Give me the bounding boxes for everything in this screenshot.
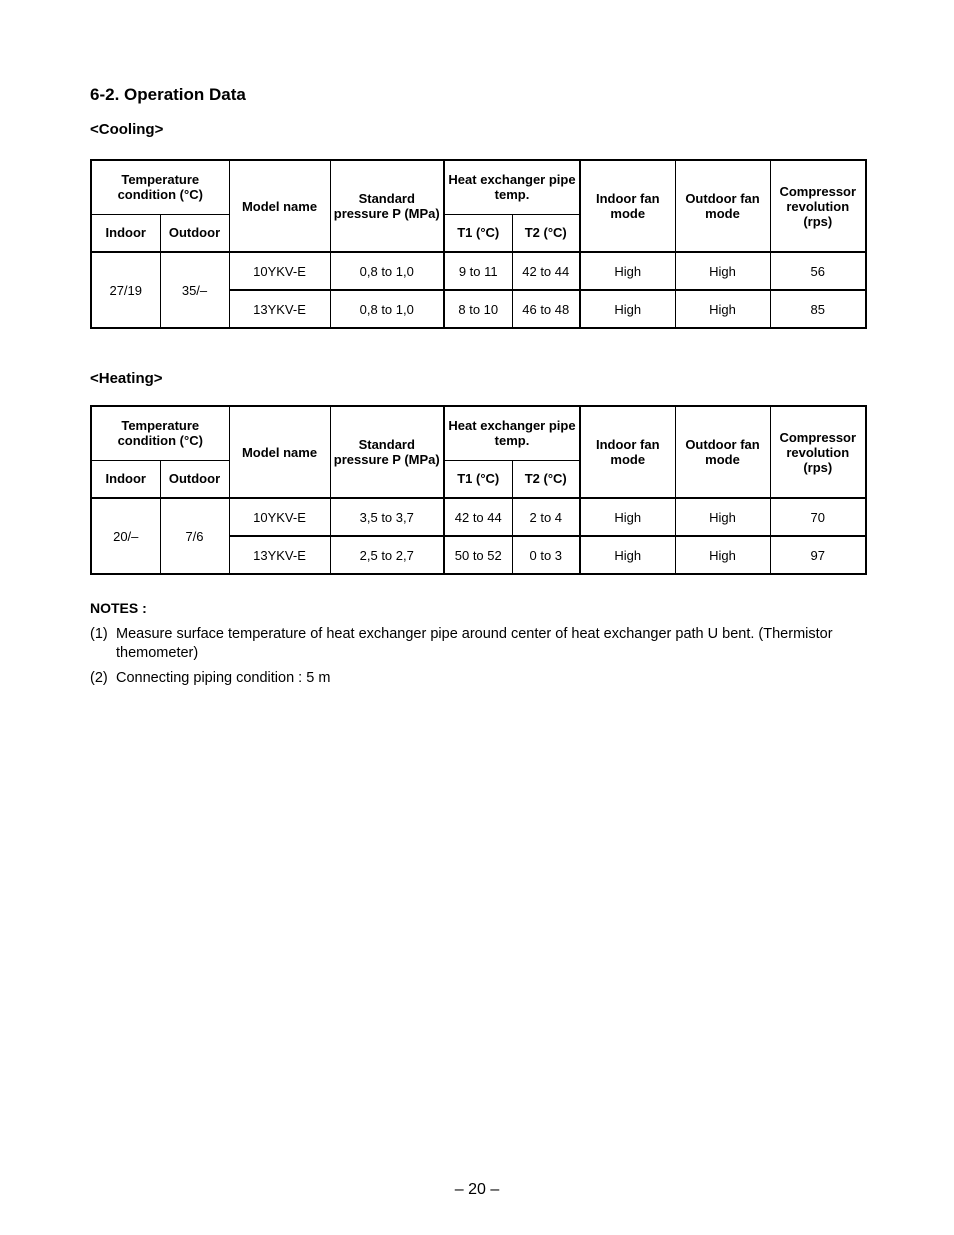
- model-name-cell: 10YKV-E: [229, 252, 330, 290]
- table-row: [91, 498, 866, 536]
- header-temperature-condition: Temperature condition (°C): [91, 160, 229, 214]
- outdoor-fan-cell: High: [675, 252, 770, 290]
- header-standard-pressure: Standard pressure P (MPa): [330, 406, 444, 498]
- model-name-cell: 10YKV-E: [229, 498, 330, 536]
- model-name-cell: 13YKV-E: [229, 290, 330, 328]
- t1-cell: 42 to 44: [444, 498, 512, 536]
- cooling-table: [90, 159, 867, 329]
- header-heat-exchanger-pipe-temp: Heat exchanger pipe temp.: [444, 406, 580, 460]
- table-row: [91, 252, 866, 290]
- header-t2: T2 (°C): [512, 214, 580, 252]
- compressor-cell: 70: [770, 498, 866, 536]
- indoor-fan-cell: High: [580, 290, 675, 328]
- indoor-fan-cell: High: [580, 498, 675, 536]
- t1-cell: 9 to 11: [444, 252, 512, 290]
- compressor-cell: 97: [770, 536, 866, 574]
- cooling-section-title: <Cooling>: [90, 121, 164, 138]
- header-outdoor: Outdoor: [160, 460, 229, 498]
- heating-section-title: <Heating>: [90, 370, 163, 387]
- t2-cell: 0 to 3: [512, 536, 580, 574]
- indoor-fan-cell: High: [580, 252, 675, 290]
- outdoor-fan-cell: High: [675, 498, 770, 536]
- notes-title: NOTES :: [90, 600, 147, 616]
- header-outdoor: Outdoor: [160, 214, 229, 252]
- note-item: [90, 625, 850, 663]
- header-outdoor-fan-mode: Outdoor fan mode: [675, 160, 770, 252]
- t1-cell: 8 to 10: [444, 290, 512, 328]
- page-title: 6-2. Operation Data: [90, 85, 246, 104]
- header-compressor-revolution: Compressor revolution (rps): [770, 160, 866, 252]
- header-model-name: Model name: [229, 160, 330, 252]
- t2-cell: 2 to 4: [512, 498, 580, 536]
- header-model-name: Model name: [229, 406, 330, 498]
- compressor-cell: 56: [770, 252, 866, 290]
- note-text: Connecting piping condition : 5 m: [116, 670, 331, 686]
- page-number: – 20 –: [454, 1181, 500, 1198]
- header-t2: T2 (°C): [512, 460, 580, 498]
- outdoor-condition: 35/–: [160, 252, 229, 328]
- model-name-cell: 13YKV-E: [229, 536, 330, 574]
- header-t1: T1 (°C): [444, 214, 512, 252]
- t2-cell: 46 to 48: [512, 290, 580, 328]
- header-indoor-fan-mode: Indoor fan mode: [580, 406, 675, 498]
- header-indoor: Indoor: [91, 214, 160, 252]
- pressure-cell: 3,5 to 3,7: [330, 498, 444, 536]
- header-heat-exchanger-pipe-temp: Heat exchanger pipe temp.: [444, 160, 580, 214]
- header-compressor-revolution: Compressor revolution (rps): [770, 406, 866, 498]
- indoor-condition: 27/19: [91, 252, 160, 328]
- note-number: (1): [90, 626, 108, 642]
- header-temperature-condition: Temperature condition (°C): [91, 406, 229, 460]
- outdoor-condition: 7/6: [160, 498, 229, 574]
- pressure-cell: 0,8 to 1,0: [330, 252, 444, 290]
- header-t1: T1 (°C): [444, 460, 512, 498]
- header-indoor-fan-mode: Indoor fan mode: [580, 160, 675, 252]
- heating-table: [90, 405, 867, 575]
- note-item: [90, 669, 330, 688]
- pressure-cell: 0,8 to 1,0: [330, 290, 444, 328]
- note-number: (2): [90, 670, 108, 686]
- indoor-fan-cell: High: [580, 536, 675, 574]
- t1-cell: 50 to 52: [444, 536, 512, 574]
- header-standard-pressure: Standard pressure P (MPa): [330, 160, 444, 252]
- note-text: Measure surface temperature of heat exchanger pipe around center of heat exchanger path U bent. (Thermistor themometer): [116, 626, 833, 661]
- indoor-condition: 20/–: [91, 498, 160, 574]
- compressor-cell: 85: [770, 290, 866, 328]
- t2-cell: 42 to 44: [512, 252, 580, 290]
- pressure-cell: 2,5 to 2,7: [330, 536, 444, 574]
- header-outdoor-fan-mode: Outdoor fan mode: [675, 406, 770, 498]
- outdoor-fan-cell: High: [675, 536, 770, 574]
- outdoor-fan-cell: High: [675, 290, 770, 328]
- header-indoor: Indoor: [91, 460, 160, 498]
